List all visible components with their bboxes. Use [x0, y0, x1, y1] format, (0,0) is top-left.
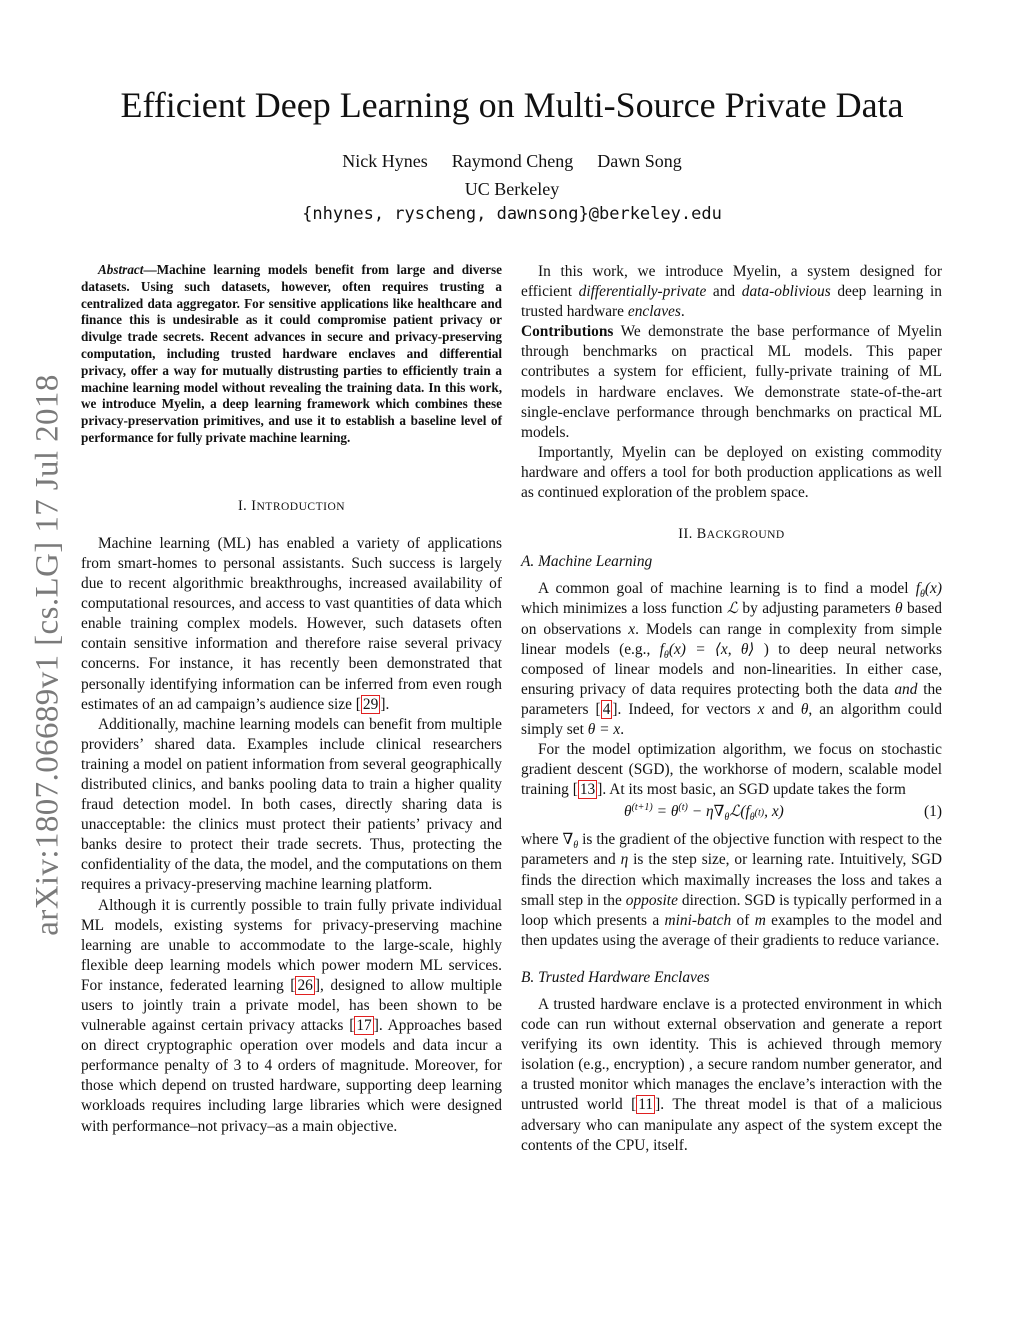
citation-link[interactable]: 4: [602, 700, 611, 718]
contributions-paragraph: Contributions We demonstrate the base performance of Myelin through benchmarks on practical ML models. This paper contributes a system for efficient, fully-private training of ML models in hardware enclaves. We demonstrate state-of-the-art single-enclave performance through benchmarks on practical ML models.: [521, 323, 942, 441]
section-title-rest: NTRODUCTION: [256, 500, 346, 513]
abstract: [81, 262, 502, 447]
arxiv-identifier: arXiv:1807.06689v1 [cs.LG] 17 Jul 2018: [29, 374, 66, 936]
contributions-label: Contributions: [521, 323, 614, 341]
left-column: [81, 262, 502, 1137]
background-paragraph: where $\nabla_\theta$ is the gradient of the objective function with respect to the parameters and η is the step size, or learning rate. Intuitively, SGD finds the direction which maximally increases the loss and takes a small step in the opposite direction. SGD is typically performed in a loop which presents a mini-batch of m examples to the model and then updates using the average of their gradients to reduce variance.: [521, 831, 943, 949]
intro-paragraph: Additionally, machine learning models can benefit from multiple providers’ shared data. Examples include clinical researchers training a model on patient information from several geographically distributed clinics, and banks pooling data to train a higher quality fraud detection model. In both cases, directly sharing data is unacceptable: the clinics must protect their patients’ privacy and banks desire to protect their trade secrets. Thus, protecting the confidentiality of the data, the model, and the computations on them requires a privacy-preserving machine learning platform.: [81, 715, 502, 894]
abstract-label: Abstract: [98, 262, 144, 277]
author-emails: {nhynes, ryscheng, dawnsong}@berkeley.edu: [302, 204, 722, 224]
author-list: [0, 151, 1024, 172]
equation-number: (1): [924, 803, 942, 821]
right-column: [521, 262, 942, 1156]
citation-link[interactable]: 13: [579, 781, 596, 799]
background-paragraph: For the model optimization algorithm, we focus on stochastic gradient descent (SGD), the workhorse of modern, scalable model training [ 13 ]. At its most basic, an SGD update takes the form: [521, 741, 942, 799]
abstract-text: —Machine learning models benefit from large and diverse datasets. Using such datasets, however, often requires trusting a centralized data aggregator. For sensitive applications like healthcare and finance this is undesirable as it could compromise patient privacy or divulge trade secrets. Recent advances in secure and privacy-preserving computation, including trusted hardware enclaves and differential privacy, offer a way for mutually distrusting parties to efficiently train a machine learning model without revealing the training data. In this work, we introduce Myelin, a deep learning framework which combines these privacy-preservation primitives, and use it to establish a baseline level of performance for fully private machine learning.: [81, 262, 502, 445]
section-heading-introduction: [81, 496, 502, 517]
author-name: Raymond Cheng: [451, 151, 574, 171]
background-paragraph: A common goal of machine learning is to find a model $f_\theta(x)$ which minimizes a loss function ℒ by adjusting parameters θ based on observations x. Models can range in complexity from simple linear models (e.g., $f_\theta(x)$ = ⟨x, θ⟩ ) to deep neural networks composed of linear models and non-linearities. In either case, ensuring privacy of data requires protecting both the data and the parameters [ 4 ]. Indeed, for vectors x and θ, an algorithm could simply set θ = x.: [521, 580, 942, 738]
equation-sgd-update: $\theta^{(t+1)} = \theta^{(t)}$ − $\eta\nabla_\theta ℒ(f_{\theta^{(t)}}$, x) (1): [624, 802, 942, 824]
section-heading-background: II. BACKGROUND: [678, 526, 785, 543]
citation-link[interactable]: 26: [297, 976, 313, 994]
citation-link[interactable]: 17: [356, 1017, 372, 1035]
intro-paragraph: Machine learning (ML) has enabled a variety of applications from smart-homes to personal assistants. Such success is largely due to recent algorithmic breakthroughs, increased availability of computational resources, and access to vast quantities of data which enable training complex models. However, such datasets often contain sensitive information and therefore raise several privacy concerns. For instance, it has recently been demonstrated that personally identifying information can be inferred from even rough estimates of an ad campaign’s audience size [ 29 ].: [81, 534, 502, 713]
affiliation: UC Berkeley: [464, 179, 560, 199]
citation-link[interactable]: 29: [362, 695, 379, 713]
section-number: I.: [237, 497, 248, 514]
section-title-first: I: [251, 497, 257, 514]
intro-paragraph: Importantly, Myelin can be deployed on existing commodity hardware and offers a tool for both production applications as well as continued exploration of the problem space.: [521, 443, 942, 502]
subsection-heading: A. Machine Learning: [521, 553, 653, 571]
intro-paragraph: Although it is currently possible to train fully private individual ML models, existing systems for privacy-preserving machine learning are unable to accommodate to the large-scale, highly flexible deep learning models which power modern ML services. For instance, federated learning [ 26 ], designed to allow multiple users to jointly train a private model, has been shown to be vulnerable against certain privacy attacks [ 17 ]. Approaches based on direct cryptographic operation over models and data incur a performance penalty of 3 to 4 orders of magnitude. Moreover, for those which depend on trusted hardware, supporting deep learning workloads requires including large libraries which were designed with performance–not privacy–as a main objective.: [81, 896, 503, 1135]
subsection-heading: B. Trusted Hardware Enclaves: [521, 968, 710, 986]
author-name: Nick Hynes: [342, 151, 428, 171]
intro-continued-paragraph: In this work, we introduce Myelin, a system designed for efficient differentially-private and data-oblivious deep learning in trusted hardware enclaves.: [521, 263, 942, 321]
citation-link[interactable]: 11: [638, 1096, 654, 1114]
paper-title: Efficient Deep Learning on Multi-Source Private Data: [120, 85, 904, 125]
author-name: Dawn Song: [597, 151, 682, 171]
background-paragraph: A trusted hardware enclave is a protected environment in which code can run without external observation and generate a report verifying its own identity. This is achieved through memory isolation (e.g., encryption) , a secure random number generator, and a trusted monitor which manages the enclave’s interaction with the untrusted world [ 11 ]. The threat model is that of a malicious adversary who can manipulate any aspect of the system except the contents of the CPU, itself.: [521, 996, 942, 1154]
